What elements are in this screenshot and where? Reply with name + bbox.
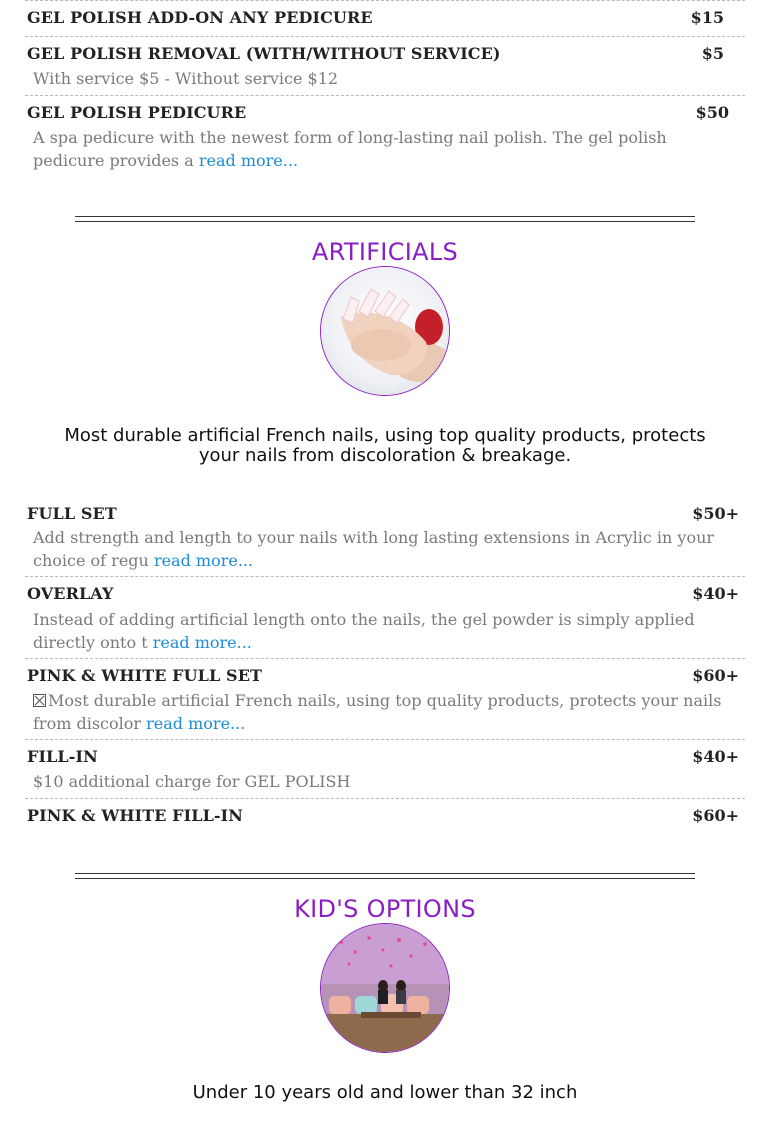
service-row — [25, 36, 745, 95]
row-divider — [25, 798, 745, 799]
service-row — [25, 0, 745, 36]
section-description: Under 10 years old and lower than 32 inch — [192, 1082, 578, 1103]
service-name: FILL-IN — [27, 747, 98, 766]
service-description: $10 additional charge for GEL POLISH — [33, 772, 351, 791]
row-divider — [25, 658, 745, 659]
service-row — [25, 576, 745, 658]
french-nails-photo — [320, 266, 450, 396]
service-description-text: Add strength and length to your nails with long lasting extensions in Acrylic in your choice of regu — [33, 528, 715, 570]
service-name: PINK & WHITE FULL SET — [27, 666, 263, 685]
service-description-text: Most durable artificial French nails, using top quality products, protects your nails from discolor — [33, 691, 722, 733]
service-name: GEL POLISH PEDICURE — [27, 103, 247, 122]
service-price: $40+ — [692, 584, 739, 603]
row-divider — [25, 576, 745, 577]
salon-interior-photo — [320, 923, 450, 1053]
section-title: ARTIFICIALS — [311, 238, 459, 266]
service-row — [25, 496, 745, 576]
section-description: Most durable artificial French nails, using top quality products, protects your nails from discoloration & breakage. — [64, 425, 706, 466]
service-description — [33, 689, 733, 735]
service-price: $60+ — [692, 666, 739, 685]
service-description: With service $5 - Without service $12 — [33, 69, 339, 88]
service-price: $50+ — [692, 504, 739, 523]
row-divider — [25, 36, 745, 37]
service-description — [33, 126, 733, 172]
missing-glyph-icon — [33, 694, 46, 707]
service-name: OVERLAY — [27, 584, 114, 603]
service-name: FULL SET — [27, 504, 117, 523]
section-title: KID'S OPTIONS — [294, 895, 476, 923]
service-name: GEL POLISH ADD-ON ANY PEDICURE — [27, 8, 373, 27]
section-divider — [75, 873, 695, 879]
read-more-link[interactable]: read more... — [146, 714, 246, 733]
service-price: $40+ — [692, 747, 739, 766]
service-price: $5 — [701, 44, 724, 63]
read-more-link[interactable]: read more... — [153, 551, 254, 570]
service-price: $50 — [695, 103, 729, 122]
service-row — [25, 95, 745, 195]
service-row — [25, 739, 745, 798]
row-divider — [25, 0, 745, 1]
service-row — [25, 658, 745, 739]
service-description-text: Instead of adding artificial length onto the nails, the gel powder is simply applied directly onto t — [33, 610, 695, 652]
service-description — [33, 526, 733, 572]
read-more-link[interactable]: read more... — [152, 633, 252, 652]
service-description — [33, 608, 733, 654]
service-price: $60+ — [692, 806, 739, 825]
section-divider — [75, 216, 695, 222]
service-description-text: A spa pedicure with the newest form of long-lasting nail polish. The gel polish pedicure provides a — [33, 128, 667, 170]
row-divider — [25, 95, 745, 96]
service-row — [25, 798, 745, 838]
row-divider — [25, 739, 745, 740]
service-name: GEL POLISH REMOVAL (WITH/WITHOUT SERVICE) — [27, 44, 501, 63]
service-price: $15 — [690, 8, 724, 27]
read-more-link[interactable]: read more... — [198, 151, 299, 170]
service-name: PINK & WHITE FILL-IN — [27, 806, 243, 825]
